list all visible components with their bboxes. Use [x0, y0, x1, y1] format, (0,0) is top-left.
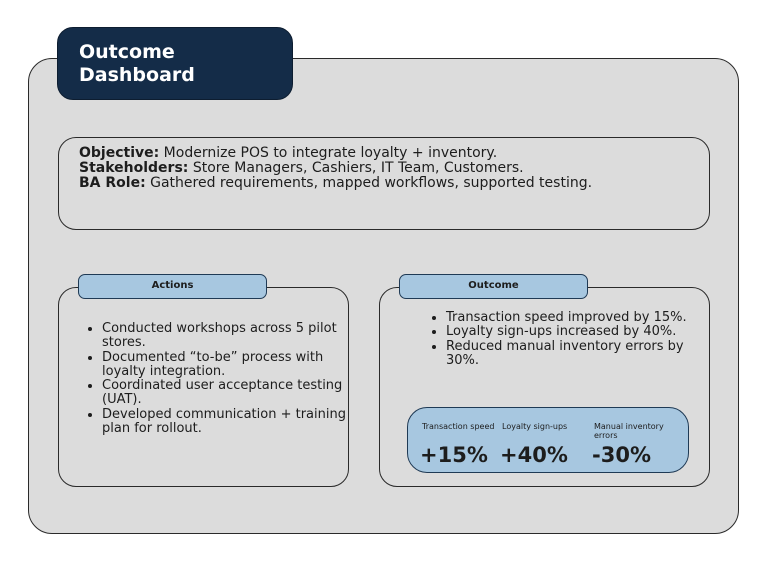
metric-loyalty-signups — [500, 422, 580, 467]
summary-box — [58, 137, 710, 230]
actions-list — [78, 322, 364, 436]
list-item: • Developed communication + training plan for rollout. — [102, 408, 364, 437]
ba-role-text: Gathered requirements, mapped workflows, supported testing. — [145, 175, 593, 191]
metric-transaction-speed — [420, 422, 500, 467]
list-item: • Loyalty sign-ups increased by 40%. — [446, 325, 706, 339]
stakeholders-text: Store Managers, Cashiers, IT Team, Customers. — [188, 160, 524, 176]
list-item: • Conducted workshops across 5 pilot stores. — [102, 322, 364, 351]
metric-label: Manual inventory errors — [594, 422, 664, 440]
metrics-box — [407, 407, 689, 473]
metric-value: -30% — [592, 443, 651, 467]
objective-label: Objective: — [79, 145, 160, 161]
list-item: • Reduced manual inventory errors by 30%. — [446, 340, 706, 369]
objective-text: Modernize POS to integrate loyalty + inventory. — [159, 145, 498, 161]
metric-value: +40% — [500, 443, 568, 467]
list-item: • Documented “to-be” process with loyalty integration. — [102, 351, 364, 380]
metric-label: Transaction speed — [422, 422, 495, 431]
metric-inventory-errors — [592, 422, 672, 467]
outcome-list — [422, 311, 706, 368]
page-title — [57, 27, 293, 100]
stakeholders-line — [79, 161, 709, 176]
stakeholders-label: Stakeholders: — [79, 160, 189, 176]
metric-label: Loyalty sign-ups — [502, 422, 568, 431]
list-item: • Coordinated user acceptance testing (UAT). — [102, 379, 364, 408]
actions-heading: Actions — [78, 274, 267, 299]
outcome-heading: Outcome — [399, 274, 588, 299]
title-line-1: Outcome — [79, 41, 175, 63]
metric-value: +15% — [420, 443, 488, 467]
ba-role-label: BA Role: — [79, 175, 146, 191]
ba-role-line — [79, 176, 709, 191]
title-line-2: Dashboard — [79, 64, 195, 86]
list-item: • Transaction speed improved by 15%. — [446, 311, 706, 325]
objective-line — [79, 146, 709, 161]
